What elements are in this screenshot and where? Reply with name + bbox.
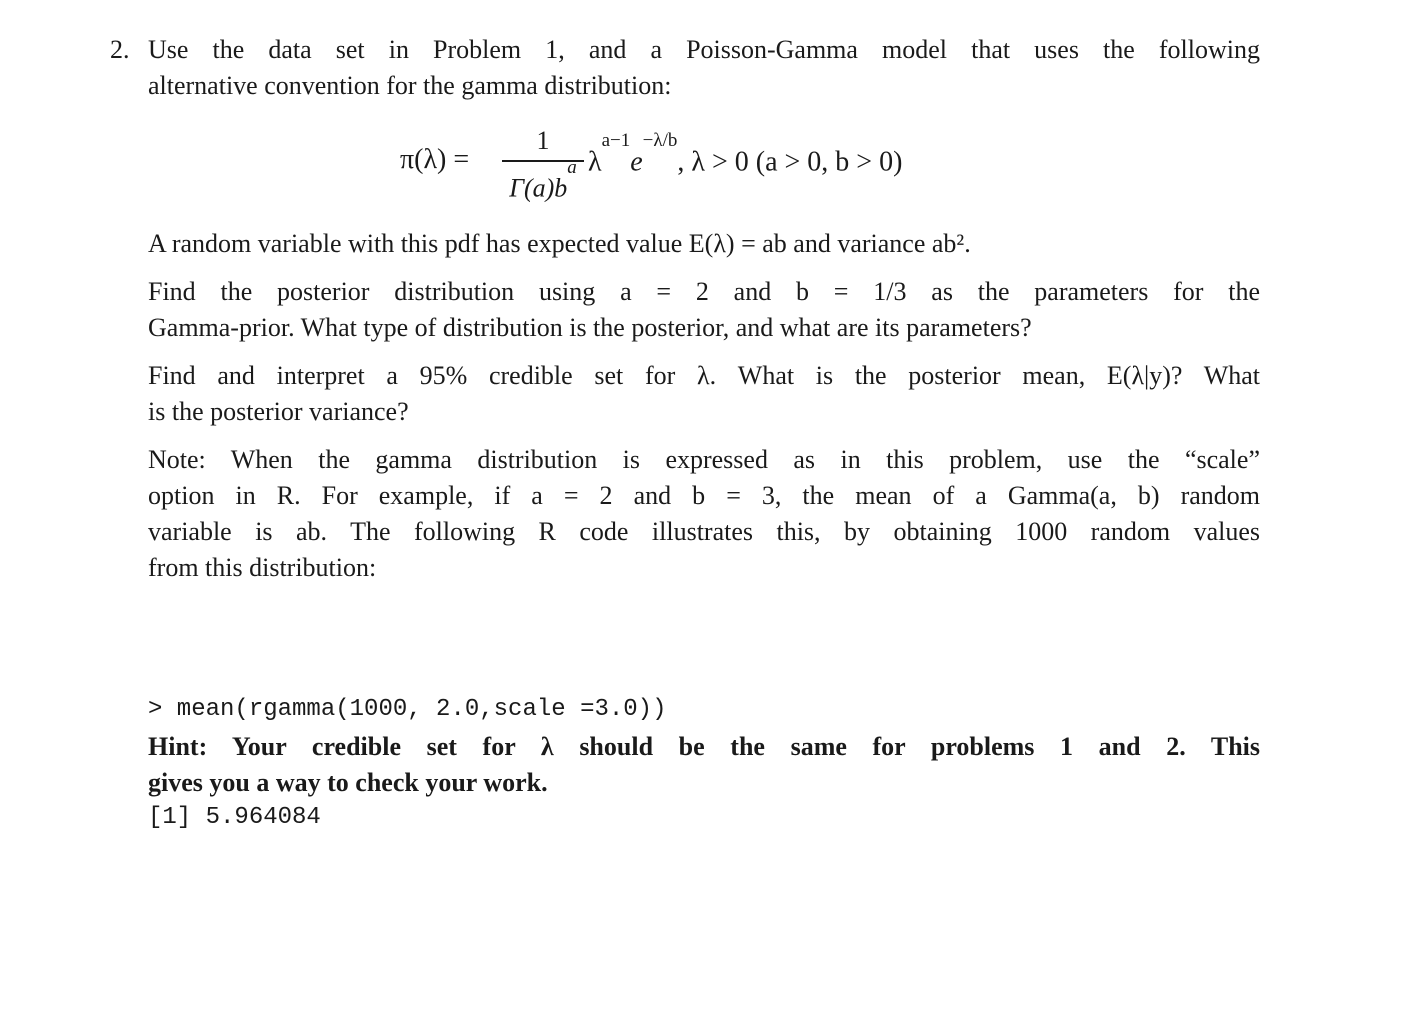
text-line: Use the data set in Problem 1, and a Poisson-Gamma model that uses the following <box>148 35 1260 64</box>
exp-base: e <box>630 146 643 178</box>
posterior-paragraph <box>148 274 1260 346</box>
text-line: Find the posterior distribution using a = 2 and b = 1/3 as the parameters for the <box>148 277 1260 306</box>
equation-lhs: π(λ) = <box>400 144 470 175</box>
text-line: alternative convention for the gamma distribution: <box>148 71 672 100</box>
credible-set-paragraph <box>148 358 1260 430</box>
text-line: Hint: Your credible set for λ should be the same for problems 1 and 2. This <box>148 732 1260 761</box>
text-line: variable is ab. The following R code illustrates this, by obtaining 1000 random values <box>148 517 1260 546</box>
equation-condition: , λ > 0 (a > 0, b > 0) <box>677 146 903 178</box>
text-line: option in R. For example, if a = 2 and b = 3, the mean of a Gamma(a, b) random <box>148 481 1260 510</box>
lambda-symbol: λ <box>588 146 602 178</box>
equation-fraction <box>502 122 584 209</box>
exp-exponent: −λ/b <box>642 130 678 151</box>
gamma-pdf-equation <box>400 122 1040 202</box>
lambda-exponent: a−1 <box>601 130 631 151</box>
text-line: Note: When the gamma distribution is expressed as in this problem, use the “scale” <box>148 445 1260 474</box>
text-line: gives you a way to check your work. <box>148 768 548 797</box>
fraction-denominator <box>502 157 584 209</box>
denominator-exponent: a <box>567 157 577 178</box>
note-paragraph <box>148 442 1260 586</box>
text-line: Gamma-prior. What type of distribution is the posterior, and what are its parameters? <box>148 313 1032 342</box>
code-line: > mean(rgamma(1000, 2.0,scale =3.0)) <box>148 696 667 723</box>
hint-paragraph <box>148 729 1260 801</box>
fraction-numerator: 1 <box>536 126 550 155</box>
code-line: [1] 5.964084 <box>148 804 321 831</box>
problem-intro <box>148 32 1260 104</box>
expected-value-paragraph <box>148 226 1260 262</box>
text-line: Find and interpret a 95% credible set for λ. What is the posterior mean, E(λ|y)? What <box>148 361 1260 390</box>
denominator-text: Γ(a)b <box>509 173 568 203</box>
problem-number: 2. <box>110 35 130 64</box>
text-line: is the posterior variance? <box>148 397 409 426</box>
text-line: from this distribution: <box>148 553 377 582</box>
text-line: A random variable with this pdf has expected value E(λ) = ab and variance ab². <box>148 229 971 258</box>
